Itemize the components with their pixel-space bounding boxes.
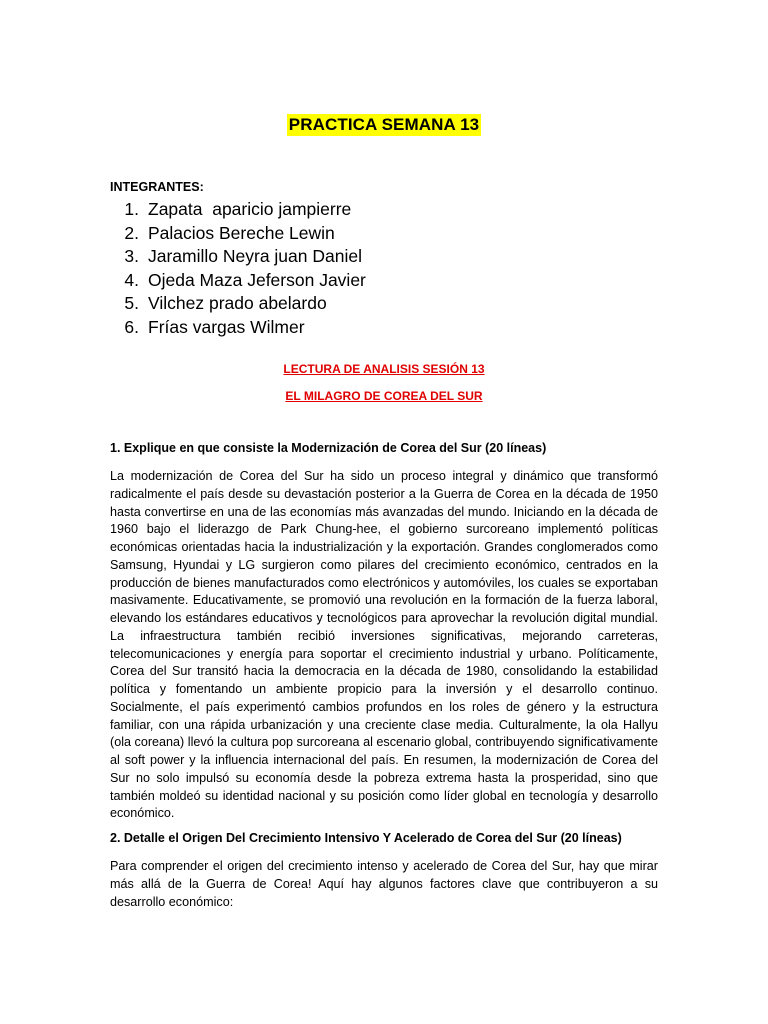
list-item: [110, 269, 366, 293]
list-item: [110, 245, 366, 269]
question-2-paragraph: Para comprender el origen del crecimiento intenso y acelerado de Corea del Sur, hay que mirar más allá de la Guerra de Corea! Aquí hay algunos factores clave que contribuyeron a su desarrollo económico:: [110, 859, 658, 909]
integrantes-label: INTEGRANTES:: [110, 180, 204, 194]
list-number: 4.: [124, 269, 139, 290]
member-name: Jaramillo Neyra juan Daniel: [148, 246, 362, 267]
member-name: Ojeda Maza Jeferson Javier: [148, 269, 366, 290]
document-title: PRACTICA SEMANA 13: [288, 115, 480, 134]
list-number: 1.: [124, 199, 139, 219]
member-name: Palacios Bereche Lewin: [148, 222, 335, 243]
list-number: 3.: [124, 246, 139, 267]
title-container: [0, 114, 768, 136]
list-number: 6.: [124, 316, 139, 337]
reading-subheading: EL MILAGRO DE COREA DEL SUR: [285, 389, 483, 403]
list-number: 2.: [124, 222, 139, 243]
member-name: Vilchez prado abelardo: [148, 293, 327, 314]
reading-heading: LECTURA DE ANALISIS SESIÓN 13: [283, 362, 485, 376]
list-item: [110, 292, 366, 316]
members-list: [110, 198, 366, 340]
list-number: 5.: [124, 293, 139, 314]
list-item: [110, 316, 366, 340]
list-item: [110, 222, 366, 246]
question-2-heading: 2. Detalle el Origen Del Crecimiento Intensivo Y Acelerado de Corea del Sur (20 líneas): [110, 831, 622, 845]
question-1-heading: 1. Explique en que consiste la Modernización de Corea del Sur (20 líneas): [110, 441, 547, 455]
member-name: Frías vargas Wilmer: [148, 316, 305, 337]
list-item: [110, 198, 366, 222]
member-name: Zapata aparicio jampierre: [148, 199, 352, 219]
question-1-paragraph: La modernización de Corea del Sur ha sido un proceso integral y dinámico que transformó radicalmente el país desde su devastación posterior a la Guerra de Corea en la década de 1950 hasta convertirse en una de las economías más avanzadas del mundo. Iniciando en la década de 1960 bajo el liderazgo de Park Chung-hee, el gobierno surcoreano implementó políticas económicas orientadas hacia la industrialización y la exportación. Grandes conglomerados como Samsung, Hyundai y LG surgieron como pilares del crecimiento económico, centrados en la producción de bienes manufacturados como electrónicos y automóviles, los cuales se exportaban masivamente. Educativamente, se promovió una revolución en la formación de la fuerza laboral, elevando los estándares educativos y tecnológicos para aprovechar la revolución digital mundial. La infraestructura también recibió inversiones significativas, mejorando carreteras, telecomunicaciones y energía para soportar el crecimiento industrial y urbano. Políticamente, Corea del Sur transitó hacia la democracia en la década de 1980, consolidando la estabilidad política y fomentando un ambiente propicio para la inversión y el desarrollo continuo. Socialmente, el país experimentó cambios profundos en los roles de género y la estructura familiar, con una rápida urbanización y una creciente clase media. Culturalmente, la ola Hallyu (ola coreana) llevó la cultura pop surcoreana al escenario global, contribuyendo significativamente al soft power y la influencia internacional del país. En resumen, la modernización de Corea del Sur no solo impulsó su economía desde la pobreza extrema hasta la prosperidad, sino que también moldeó su identidad nacional y su posición como líder global en tecnología y desarrollo económico.: [110, 469, 658, 821]
